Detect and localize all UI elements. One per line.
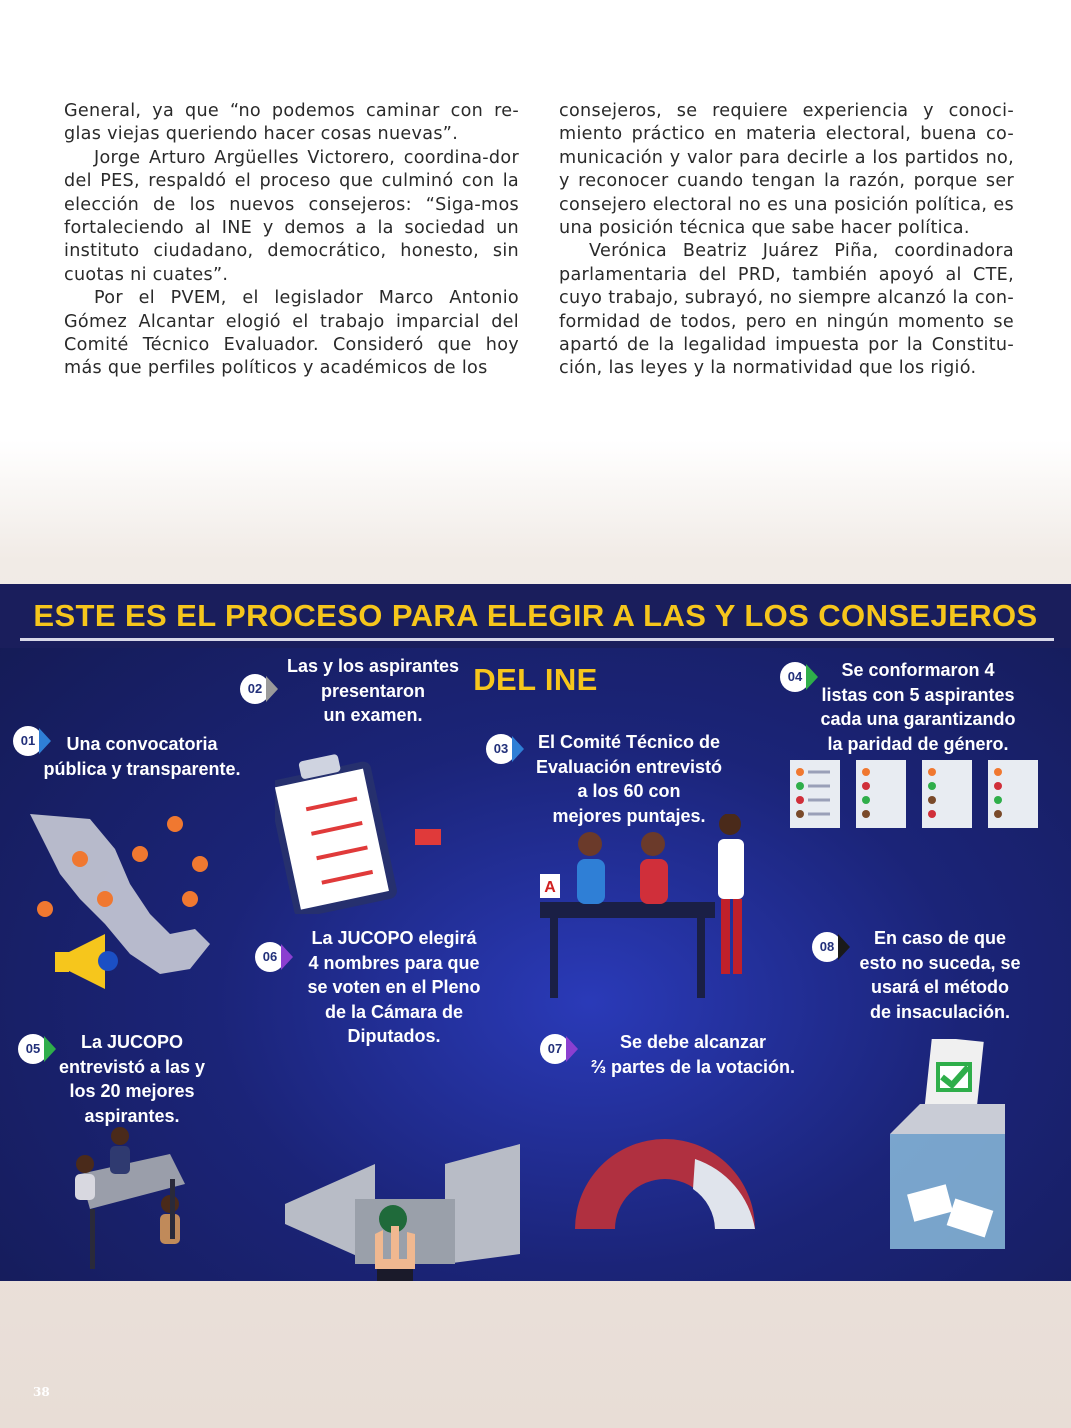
paragraph: Verónica Beatriz Juárez Piña, coordinadora parlamentaria del PRD, también apoyó al CTE, cuyo trabajo, subrayó, no siempre alcanzó la con-formidad de todos, pero en ningún momento se apartó de la legalidad impuesta por la Constitu-ción, las leyes y la normatividad que los rigió. — [559, 241, 1014, 379]
step-08-text: En caso de que esto no suceda, se usará el método de insaculación. — [859, 928, 1021, 1022]
step-06-badge: 06 — [255, 942, 285, 972]
step-03-badge: 03 — [486, 734, 516, 764]
step-08-badge: 08 — [812, 932, 842, 962]
step-01-badge: 01 — [13, 726, 43, 756]
step-05-text: La JUCOPO entrevistó a las y los 20 mejores aspirantes. — [58, 1032, 206, 1126]
step-07-text: Se debe alcanzar ⅔ partes de la votación. — [590, 1032, 796, 1077]
infographic-title: ESTE ES EL PROCESO PARA ELEGIR A LAS Y LOS CONSEJEROS DEL INE — [0, 584, 1071, 648]
step-02-text: Las y los aspirantes presentaron un examen. — [286, 656, 460, 725]
step-07-badge: 07 — [540, 1034, 570, 1064]
paragraph: Jorge Arturo Argüelles Victorero, coordina-dor del PES, respaldó el proceso que culminó con la elección de los nuevos consejeros: “Siga-mos fortaleciendo al INE y demos a la sociedad un instituto ciudadano, democrático, honesto, sin cuotas ni cuates”. — [64, 147, 519, 285]
paragraph: consejeros, se requiere experiencia y conoci-miento práctico en materia electoral, buena co-municación y valor para decirle a los partidos no, y reconocer cuando tengan la razón, porque ser consejero electoral no es una posición política, es una posición técnica que sabe hacer política. — [559, 101, 1014, 239]
clipboard-exam-icon — [275, 744, 455, 914]
ballot-letter: A — [544, 879, 556, 896]
title-divider — [20, 638, 1054, 641]
step-04-text: Se conformaron 4 listas con 5 aspirantes cada una garantizando la paridad de género. — [820, 660, 1016, 754]
article-column-right — [559, 100, 1014, 381]
congress-building-illustration — [285, 1144, 535, 1281]
megaphone-icon — [55, 934, 118, 989]
paragraph: Por el PVEM, el legislador Marco Antonio Gómez Alcantar elogió el trabajo imparcial del Comité Técnico Evaluador. Consideró que hoy más que perfiles políticos y académicos de los — [64, 288, 519, 379]
page-number: 38 — [33, 1385, 50, 1399]
meeting-table-illustration — [60, 1124, 200, 1274]
paragraph: General, ya que “no podemos caminar con re-glas viejas queriendo hacer cosas nuevas”. — [64, 101, 519, 145]
parliament-seats-illustration — [565, 1099, 765, 1234]
step-03-text: El Comité Técnico de Evaluación entrevistó a los 60 con mejores puntajes. — [535, 732, 723, 826]
step-06-text: La JUCOPO elegirá 4 nombres para que se voten en el Pleno de la Cámara de Diputados. — [307, 928, 481, 1046]
step-05-badge: 05 — [18, 1034, 48, 1064]
ballot-box-illustration — [880, 1039, 1020, 1254]
candidate-lists-icon — [790, 760, 1040, 832]
step-02-badge: 02 — [240, 674, 270, 704]
mexico-map-illustration — [20, 804, 220, 1004]
interview-committee-illustration — [535, 814, 770, 1004]
article-column-left — [64, 100, 519, 381]
process-infographic — [0, 584, 1071, 1281]
step-01-text: Una convocatoria pública y transparente. — [43, 734, 241, 779]
step-04-badge: 04 — [780, 662, 810, 692]
